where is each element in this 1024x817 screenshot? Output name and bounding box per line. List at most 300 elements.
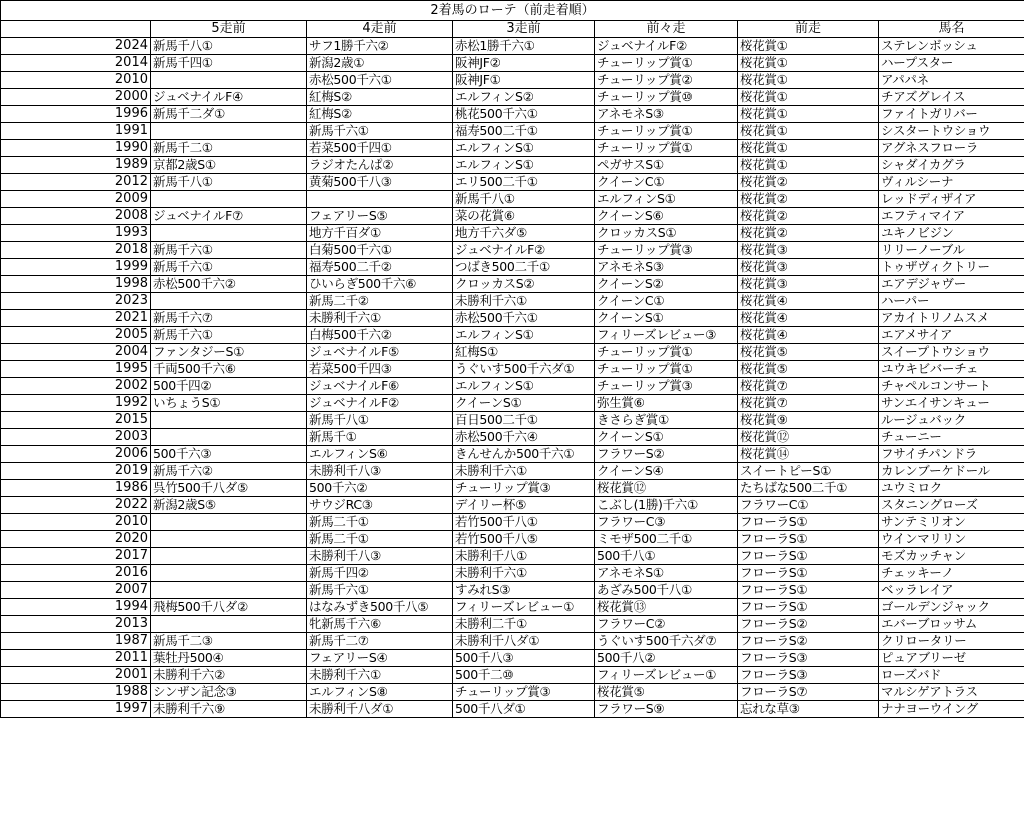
table-row: [1, 378, 1024, 395]
cell-year: 2018: [1, 242, 151, 259]
table-row: [1, 276, 1024, 293]
cell-race-2nd-prev: 弥生賞⑥: [595, 395, 738, 412]
cell-race-3rd-prev: エルフィンS①: [453, 327, 595, 344]
cell-race-5th-prev: [151, 616, 307, 633]
cell-race-5th-prev: 500千四②: [151, 378, 307, 395]
cell-horse-name: ハープスター: [879, 55, 1024, 72]
cell-race-2nd-prev: エルフィンS①: [595, 191, 738, 208]
cell-year: 2002: [1, 378, 151, 395]
cell-race-prev: フローラS①: [738, 565, 879, 582]
cell-race-5th-prev: ジュベナイルF⑦: [151, 208, 307, 225]
cell-horse-name: モズカッチャン: [879, 548, 1024, 565]
cell-race-2nd-prev: うぐいす500千六ダ⑦: [595, 633, 738, 650]
table-row: [1, 293, 1024, 310]
cell-race-4th-prev: 若菜500千四③: [307, 361, 453, 378]
cell-year: 1998: [1, 276, 151, 293]
table-row: [1, 72, 1024, 89]
header-row: [1, 21, 1024, 38]
cell-race-2nd-prev: チューリップ賞③: [595, 242, 738, 259]
cell-race-4th-prev: [307, 191, 453, 208]
cell-race-3rd-prev: きんせんか500千六①: [453, 446, 595, 463]
cell-race-3rd-prev: フィリーズレビュー①: [453, 599, 595, 616]
table-row: [1, 208, 1024, 225]
cell-race-5th-prev: 新馬千六①: [151, 242, 307, 259]
table-row: [1, 140, 1024, 157]
cell-race-prev: 桜花賞⑨: [738, 412, 879, 429]
cell-race-3rd-prev: 未勝利二千①: [453, 616, 595, 633]
cell-horse-name: ピュアブリーゼ: [879, 650, 1024, 667]
table-row: [1, 38, 1024, 55]
cell-race-prev: 桜花賞④: [738, 310, 879, 327]
cell-race-4th-prev: 新馬二千①: [307, 514, 453, 531]
cell-race-4th-prev: 紅梅S②: [307, 106, 453, 123]
cell-race-5th-prev: いちょうS①: [151, 395, 307, 412]
cell-race-5th-prev: 新潟2歳S⑤: [151, 497, 307, 514]
cell-race-3rd-prev: チューリップ賞③: [453, 684, 595, 701]
cell-race-2nd-prev: チューリップ賞②: [595, 72, 738, 89]
table-row: [1, 599, 1024, 616]
cell-year: 2003: [1, 429, 151, 446]
cell-race-2nd-prev: クイーンS②: [595, 276, 738, 293]
cell-year: 1999: [1, 259, 151, 276]
cell-horse-name: エアメサイア: [879, 327, 1024, 344]
cell-race-3rd-prev: 未勝利千六①: [453, 565, 595, 582]
cell-race-prev: 桜花賞⑤: [738, 344, 879, 361]
cell-race-prev: フローラS①: [738, 582, 879, 599]
cell-year: 2009: [1, 191, 151, 208]
cell-race-2nd-prev: チューリップ賞③: [595, 378, 738, 395]
cell-race-2nd-prev: クイーンC①: [595, 174, 738, 191]
cell-race-5th-prev: 新馬千六①: [151, 259, 307, 276]
cell-year: 2012: [1, 174, 151, 191]
table-row: [1, 497, 1024, 514]
cell-race-prev: フローラS①: [738, 548, 879, 565]
cell-race-prev: 桜花賞⑫: [738, 429, 879, 446]
cell-year: 1988: [1, 684, 151, 701]
table-row: [1, 667, 1024, 684]
cell-race-5th-prev: [151, 582, 307, 599]
cell-race-prev: 桜花賞②: [738, 174, 879, 191]
cell-race-5th-prev: 飛梅500千八ダ②: [151, 599, 307, 616]
cell-race-4th-prev: 白梅500千六②: [307, 327, 453, 344]
cell-race-prev: フローラS⑦: [738, 684, 879, 701]
cell-horse-name: カレンブーケドール: [879, 463, 1024, 480]
cell-race-5th-prev: 未勝利千六⑨: [151, 701, 307, 718]
cell-race-2nd-prev: フィリーズレビュー①: [595, 667, 738, 684]
cell-race-2nd-prev: ジュベナイルF②: [595, 38, 738, 55]
cell-race-5th-prev: [151, 225, 307, 242]
table-row: [1, 565, 1024, 582]
cell-race-4th-prev: 未勝利千八③: [307, 548, 453, 565]
table-row: [1, 361, 1024, 378]
cell-horse-name: チューニー: [879, 429, 1024, 446]
cell-year: 2005: [1, 327, 151, 344]
cell-race-5th-prev: 新馬千六②: [151, 463, 307, 480]
cell-race-prev: フローラS③: [738, 667, 879, 684]
cell-race-3rd-prev: チューリップ賞③: [453, 480, 595, 497]
cell-race-prev: 桜花賞⑦: [738, 395, 879, 412]
cell-horse-name: リリーノーブル: [879, 242, 1024, 259]
cell-race-prev: フローラS①: [738, 531, 879, 548]
cell-horse-name: ユウキビバーチェ: [879, 361, 1024, 378]
cell-race-2nd-prev: クイーンC①: [595, 293, 738, 310]
cell-horse-name: ヴィルシーナ: [879, 174, 1024, 191]
cell-race-2nd-prev: アネモネS①: [595, 565, 738, 582]
cell-race-5th-prev: 未勝利千六②: [151, 667, 307, 684]
cell-horse-name: ルージュバック: [879, 412, 1024, 429]
cell-race-5th-prev: [151, 72, 307, 89]
cell-race-3rd-prev: クイーンS①: [453, 395, 595, 412]
table-row: [1, 412, 1024, 429]
cell-race-2nd-prev: こぶし(1勝)千六①: [595, 497, 738, 514]
cell-race-3rd-prev: 500千八③: [453, 650, 595, 667]
cell-race-3rd-prev: 阪神JF②: [453, 55, 595, 72]
table-title: 2着馬のローテ（前走着順）: [0, 0, 1024, 20]
cell-horse-name: エバーブロッサム: [879, 616, 1024, 633]
cell-race-2nd-prev: クイーンS⑥: [595, 208, 738, 225]
cell-year: 2004: [1, 344, 151, 361]
cell-race-4th-prev: サウジRC③: [307, 497, 453, 514]
cell-race-4th-prev: エルフィンS⑥: [307, 446, 453, 463]
cell-year: 1986: [1, 480, 151, 497]
cell-race-4th-prev: 新馬千六①: [307, 123, 453, 140]
cell-horse-name: トゥザヴィクトリー: [879, 259, 1024, 276]
cell-race-prev: 桜花賞①: [738, 72, 879, 89]
cell-year: 2007: [1, 582, 151, 599]
cell-race-2nd-prev: あざみ500千八①: [595, 582, 738, 599]
cell-year: 1994: [1, 599, 151, 616]
cell-horse-name: ベッラレイア: [879, 582, 1024, 599]
cell-race-3rd-prev: エルフィンS①: [453, 378, 595, 395]
cell-horse-name: ハーパー: [879, 293, 1024, 310]
cell-race-3rd-prev: 500千八ダ①: [453, 701, 595, 718]
cell-race-3rd-prev: 新馬千八①: [453, 191, 595, 208]
cell-race-2nd-prev: フラワーC③: [595, 514, 738, 531]
cell-race-2nd-prev: アネモネS③: [595, 259, 738, 276]
cell-race-prev: 桜花賞⑦: [738, 378, 879, 395]
cell-race-5th-prev: [151, 293, 307, 310]
cell-race-5th-prev: 新馬千二①: [151, 140, 307, 157]
cell-race-2nd-prev: チューリップ賞①: [595, 123, 738, 140]
cell-race-4th-prev: 500千六②: [307, 480, 453, 497]
cell-race-4th-prev: サフ1勝千六②: [307, 38, 453, 55]
table-row: [1, 633, 1024, 650]
cell-horse-name: ゴールデンジャック: [879, 599, 1024, 616]
cell-year: 2019: [1, 463, 151, 480]
cell-race-4th-prev: 白菊500千六①: [307, 242, 453, 259]
cell-horse-name: ステレンボッシュ: [879, 38, 1024, 55]
cell-race-5th-prev: [151, 531, 307, 548]
header-3rd-prev: 3走前: [453, 21, 595, 38]
cell-race-5th-prev: [151, 514, 307, 531]
cell-horse-name: シスタートウショウ: [879, 123, 1024, 140]
cell-race-3rd-prev: すみれS③: [453, 582, 595, 599]
cell-race-4th-prev: 新馬二千②: [307, 293, 453, 310]
cell-race-4th-prev: はなみずき500千八⑤: [307, 599, 453, 616]
cell-race-4th-prev: 黄菊500千八③: [307, 174, 453, 191]
cell-horse-name: サンテミリオン: [879, 514, 1024, 531]
cell-race-4th-prev: ラジオたんぱ②: [307, 157, 453, 174]
cell-race-4th-prev: エルフィンS⑧: [307, 684, 453, 701]
table-row: [1, 582, 1024, 599]
cell-race-5th-prev: 500千六③: [151, 446, 307, 463]
table-row: [1, 225, 1024, 242]
cell-race-5th-prev: 新馬千六①: [151, 327, 307, 344]
cell-horse-name: マルシゲアトラス: [879, 684, 1024, 701]
cell-race-4th-prev: 新馬千四②: [307, 565, 453, 582]
cell-race-prev: 桜花賞②: [738, 225, 879, 242]
cell-race-3rd-prev: 若竹500千八①: [453, 514, 595, 531]
cell-horse-name: チアズグレイス: [879, 89, 1024, 106]
cell-race-4th-prev: 牝新馬千六⑥: [307, 616, 453, 633]
cell-horse-name: フサイチパンドラ: [879, 446, 1024, 463]
cell-horse-name: チェッキーノ: [879, 565, 1024, 582]
cell-race-2nd-prev: きさらぎ賞①: [595, 412, 738, 429]
table-row: [1, 259, 1024, 276]
cell-race-prev: 桜花賞①: [738, 38, 879, 55]
cell-horse-name: スイープトウショウ: [879, 344, 1024, 361]
cell-race-prev: 桜花賞⑤: [738, 361, 879, 378]
cell-race-3rd-prev: 菜の花賞⑥: [453, 208, 595, 225]
cell-race-5th-prev: 呉竹500千八ダ⑤: [151, 480, 307, 497]
cell-race-2nd-prev: フラワーC②: [595, 616, 738, 633]
cell-race-prev: 桜花賞①: [738, 140, 879, 157]
cell-year: 2010: [1, 514, 151, 531]
cell-race-2nd-prev: ペガサスS①: [595, 157, 738, 174]
cell-race-4th-prev: 福寿500二千②: [307, 259, 453, 276]
table-row: [1, 701, 1024, 718]
cell-race-3rd-prev: 500千二⑩: [453, 667, 595, 684]
cell-race-5th-prev: [151, 191, 307, 208]
table-body: [1, 38, 1024, 718]
cell-race-2nd-prev: クロッカスS①: [595, 225, 738, 242]
table-row: [1, 480, 1024, 497]
cell-race-5th-prev: [151, 123, 307, 140]
table-row: [1, 106, 1024, 123]
cell-race-3rd-prev: エルフィンS①: [453, 157, 595, 174]
cell-race-4th-prev: 未勝利千八③: [307, 463, 453, 480]
cell-race-2nd-prev: ミモザ500二千①: [595, 531, 738, 548]
cell-horse-name: ファイトガリバー: [879, 106, 1024, 123]
cell-race-4th-prev: ジュベナイルF②: [307, 395, 453, 412]
cell-race-4th-prev: 新馬千二⑦: [307, 633, 453, 650]
cell-race-3rd-prev: うぐいす500千六ダ①: [453, 361, 595, 378]
cell-year: 2010: [1, 72, 151, 89]
cell-race-5th-prev: 赤松500千六②: [151, 276, 307, 293]
cell-horse-name: スタニングローズ: [879, 497, 1024, 514]
cell-race-3rd-prev: 紅梅S①: [453, 344, 595, 361]
header-2nd-prev: 前々走: [595, 21, 738, 38]
cell-race-5th-prev: 京都2歳S①: [151, 157, 307, 174]
cell-race-prev: フローラS②: [738, 633, 879, 650]
cell-horse-name: アパパネ: [879, 72, 1024, 89]
cell-race-prev: 桜花賞④: [738, 327, 879, 344]
cell-race-4th-prev: 赤松500千六①: [307, 72, 453, 89]
table-row: [1, 191, 1024, 208]
cell-year: 2013: [1, 616, 151, 633]
cell-year: 2008: [1, 208, 151, 225]
cell-race-prev: 忘れな草③: [738, 701, 879, 718]
cell-race-2nd-prev: フラワーS⑨: [595, 701, 738, 718]
cell-race-3rd-prev: 福寿500二千①: [453, 123, 595, 140]
table-row: [1, 446, 1024, 463]
cell-race-3rd-prev: クロッカスS②: [453, 276, 595, 293]
cell-race-5th-prev: 新馬千四①: [151, 55, 307, 72]
cell-horse-name: シャダイカグラ: [879, 157, 1024, 174]
cell-race-5th-prev: 葉牡丹500④: [151, 650, 307, 667]
cell-year: 2000: [1, 89, 151, 106]
cell-horse-name: ユウミロク: [879, 480, 1024, 497]
cell-race-5th-prev: [151, 412, 307, 429]
cell-race-2nd-prev: チューリップ賞①: [595, 55, 738, 72]
cell-race-prev: 桜花賞①: [738, 157, 879, 174]
cell-race-prev: 桜花賞④: [738, 293, 879, 310]
cell-race-prev: フラワーC①: [738, 497, 879, 514]
cell-race-3rd-prev: 若竹500千八⑤: [453, 531, 595, 548]
cell-race-prev: 桜花賞②: [738, 208, 879, 225]
cell-race-5th-prev: [151, 429, 307, 446]
cell-race-4th-prev: 未勝利千六①: [307, 310, 453, 327]
cell-horse-name: アグネスフローラ: [879, 140, 1024, 157]
cell-horse-name: ナナヨーウイング: [879, 701, 1024, 718]
cell-race-5th-prev: シンザン記念③: [151, 684, 307, 701]
cell-race-3rd-prev: 未勝利千六①: [453, 463, 595, 480]
cell-horse-name: ウインマリリン: [879, 531, 1024, 548]
cell-race-2nd-prev: チューリップ賞①: [595, 361, 738, 378]
cell-race-4th-prev: 未勝利千八ダ①: [307, 701, 453, 718]
cell-race-prev: フローラS①: [738, 599, 879, 616]
table-row: [1, 531, 1024, 548]
header-5th-prev: 5走前: [151, 21, 307, 38]
cell-race-4th-prev: 紅梅S②: [307, 89, 453, 106]
cell-race-2nd-prev: チューリップ賞①: [595, 140, 738, 157]
cell-race-2nd-prev: フィリーズレビュー③: [595, 327, 738, 344]
cell-race-prev: フローラS③: [738, 650, 879, 667]
table-row: [1, 123, 1024, 140]
cell-race-3rd-prev: 未勝利千六①: [453, 293, 595, 310]
cell-year: 2024: [1, 38, 151, 55]
table-row: [1, 55, 1024, 72]
cell-race-4th-prev: ジュベナイルF⑤: [307, 344, 453, 361]
cell-race-2nd-prev: 桜花賞⑤: [595, 684, 738, 701]
cell-race-prev: 桜花賞①: [738, 89, 879, 106]
table-row: [1, 463, 1024, 480]
cell-horse-name: エフティマイア: [879, 208, 1024, 225]
cell-race-5th-prev: ファンタジーS①: [151, 344, 307, 361]
cell-horse-name: レッドディザイア: [879, 191, 1024, 208]
table-row: [1, 548, 1024, 565]
cell-race-4th-prev: 新馬二千①: [307, 531, 453, 548]
table-row: [1, 310, 1024, 327]
cell-race-5th-prev: 新馬千六⑦: [151, 310, 307, 327]
table-row: [1, 344, 1024, 361]
table-row: [1, 684, 1024, 701]
cell-race-prev: フローラS①: [738, 514, 879, 531]
cell-race-5th-prev: [151, 548, 307, 565]
cell-year: 2014: [1, 55, 151, 72]
cell-year: 2020: [1, 531, 151, 548]
cell-race-3rd-prev: 未勝利千八①: [453, 548, 595, 565]
cell-race-3rd-prev: 地方千六ダ⑤: [453, 225, 595, 242]
cell-horse-name: ローズバド: [879, 667, 1024, 684]
cell-race-3rd-prev: つばき500二千①: [453, 259, 595, 276]
header-prev: 前走: [738, 21, 879, 38]
cell-year: 2015: [1, 412, 151, 429]
cell-race-prev: フローラS②: [738, 616, 879, 633]
cell-race-3rd-prev: 阪神JF①: [453, 72, 595, 89]
cell-horse-name: チャペルコンサート: [879, 378, 1024, 395]
header-4th-prev: 4走前: [307, 21, 453, 38]
cell-race-prev: 桜花賞③: [738, 259, 879, 276]
cell-race-prev: 桜花賞①: [738, 123, 879, 140]
cell-horse-name: ユキノビジン: [879, 225, 1024, 242]
cell-race-2nd-prev: クイーンS①: [595, 429, 738, 446]
cell-year: 2006: [1, 446, 151, 463]
cell-race-4th-prev: 新馬千六①: [307, 582, 453, 599]
cell-race-2nd-prev: 桜花賞⑫: [595, 480, 738, 497]
cell-race-2nd-prev: 500千八②: [595, 650, 738, 667]
cell-year: 2017: [1, 548, 151, 565]
cell-race-prev: 桜花賞③: [738, 276, 879, 293]
cell-year: 2021: [1, 310, 151, 327]
cell-race-3rd-prev: エルフィンS②: [453, 89, 595, 106]
cell-race-2nd-prev: 500千八①: [595, 548, 738, 565]
cell-race-5th-prev: 新馬千二ダ①: [151, 106, 307, 123]
table-row: [1, 514, 1024, 531]
cell-year: 1995: [1, 361, 151, 378]
cell-race-3rd-prev: ジュベナイルF②: [453, 242, 595, 259]
cell-race-3rd-prev: 桃花500千六①: [453, 106, 595, 123]
cell-year: 1990: [1, 140, 151, 157]
cell-year: 1997: [1, 701, 151, 718]
cell-race-4th-prev: 新潟2歳①: [307, 55, 453, 72]
cell-race-3rd-prev: 赤松500千六①: [453, 310, 595, 327]
header-horse-name: 馬名: [879, 21, 1024, 38]
cell-race-4th-prev: 地方千百ダ①: [307, 225, 453, 242]
cell-race-4th-prev: ジュベナイルF⑥: [307, 378, 453, 395]
cell-race-2nd-prev: クイーンS①: [595, 310, 738, 327]
cell-year: 1992: [1, 395, 151, 412]
cell-race-5th-prev: 新馬千八①: [151, 38, 307, 55]
cell-race-5th-prev: ジュベナイルF④: [151, 89, 307, 106]
table-row: [1, 429, 1024, 446]
cell-race-3rd-prev: デイリー杯⑤: [453, 497, 595, 514]
cell-race-3rd-prev: 未勝利千八ダ①: [453, 633, 595, 650]
cell-race-5th-prev: 新馬千二③: [151, 633, 307, 650]
cell-race-3rd-prev: 赤松500千六④: [453, 429, 595, 446]
cell-race-2nd-prev: フラワーS②: [595, 446, 738, 463]
cell-race-prev: 桜花賞②: [738, 191, 879, 208]
cell-year: 2016: [1, 565, 151, 582]
cell-race-4th-prev: 新馬千①: [307, 429, 453, 446]
cell-year: 1989: [1, 157, 151, 174]
cell-race-3rd-prev: 百日500二千①: [453, 412, 595, 429]
table-row: [1, 157, 1024, 174]
cell-horse-name: エアデジャヴー: [879, 276, 1024, 293]
table-row: [1, 174, 1024, 191]
cell-race-2nd-prev: アネモネS③: [595, 106, 738, 123]
cell-race-prev: スイートピーS①: [738, 463, 879, 480]
table-row: [1, 395, 1024, 412]
table-row: [1, 616, 1024, 633]
cell-year: 2001: [1, 667, 151, 684]
cell-year: 2023: [1, 293, 151, 310]
cell-race-3rd-prev: 赤松1勝千六①: [453, 38, 595, 55]
cell-race-5th-prev: [151, 565, 307, 582]
cell-race-4th-prev: ひいらぎ500千六⑥: [307, 276, 453, 293]
cell-race-2nd-prev: クイーンS④: [595, 463, 738, 480]
cell-race-2nd-prev: チューリップ賞①: [595, 344, 738, 361]
